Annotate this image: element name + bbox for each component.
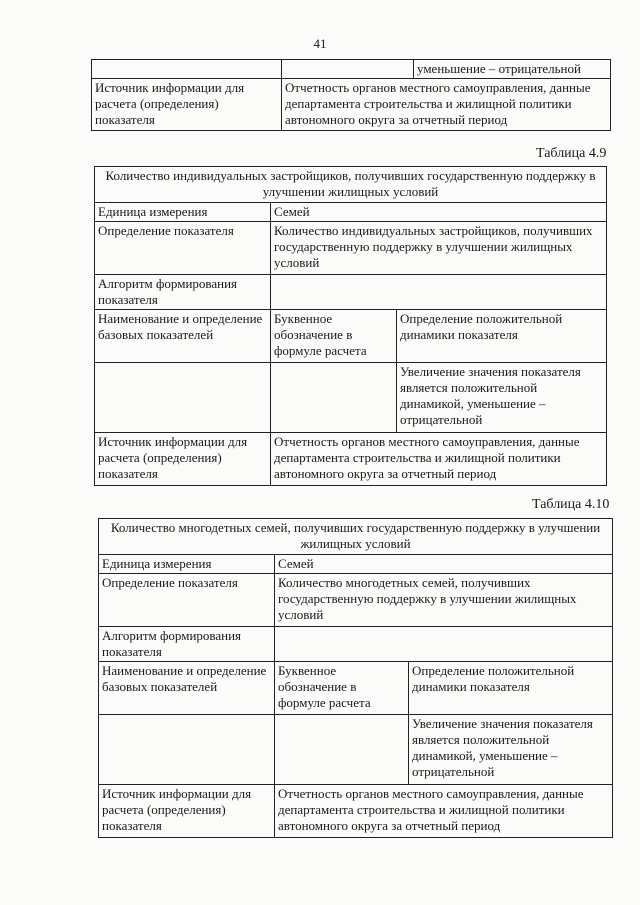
table-4-9-algorithm-value (271, 275, 607, 310)
table-4-10-unit-value: Семей (275, 555, 613, 574)
table-4-10-source-label: Источник информации для расчета (определения) показателя (99, 785, 275, 838)
page-number: 41 (313, 36, 327, 51)
table-4-9-dynamics-value: Увеличение значения показателя является положительной динамикой, уменьшение – отрицательной (397, 363, 607, 433)
top-source-value: Отчетность органов местного самоуправления, данные департамента строительства и жилищной политики автономного округа за отчетный период (282, 79, 611, 131)
table-4-10-algorithm-value (275, 627, 613, 662)
table-4-10-dynamics-value: Увеличение значения показателя является положительной динамикой, уменьшение – отрицательной (409, 715, 613, 785)
table-4-9-dynamics-label: Определение положительной динамики показателя (397, 310, 607, 363)
table-4-10-algorithm-label: Алгоритм формирования показателя (99, 627, 275, 662)
table-4-9-title: Количество индивидуальных застройщиков, получивших государственную поддержку в улучшении жилищных условий (95, 167, 607, 203)
top-empty-1 (92, 60, 282, 79)
table-4-9-algorithm-label: Алгоритм формирования показателя (95, 275, 271, 310)
table-4-9-unit-label: Единица измерения (95, 203, 271, 222)
table-4-10-definition-value: Количество многодетных семей, получивших государственную поддержку в улучшении жилищных условий (275, 574, 613, 627)
table-4-9-empty-2 (271, 363, 397, 433)
table-4-10-unit-label: Единица измерения (99, 555, 275, 574)
table-4-9-source-value: Отчетность органов местного самоуправления, данные департамента строительства и жилищной политики автономного округа за отчетный период (271, 433, 607, 486)
table-4-10-dynamics-label: Определение положительной динамики показателя (409, 662, 613, 715)
table-4-9-caption: Таблица 4.9 (536, 146, 607, 161)
table-4-9-empty-1 (95, 363, 271, 433)
top-empty-2 (282, 60, 414, 79)
table-4-9-source-label: Источник информации для расчета (определения) показателя (95, 433, 271, 486)
table-4-10-definition-label: Определение показателя (99, 574, 275, 627)
table-4-10-empty-1 (99, 715, 275, 785)
table-4-10-letter-label: Буквенное обозначение в формуле расчета (275, 662, 409, 715)
table-4-10-empty-2 (275, 715, 409, 785)
table-4-10-caption: Таблица 4.10 (532, 497, 610, 512)
table-4-10-source-value: Отчетность органов местного самоуправления, данные департамента строительства и жилищной политики автономного округа за отчетный период (275, 785, 613, 838)
table-4-9-base-label: Наименование и определение базовых показателей (95, 310, 271, 363)
table-4-10 (98, 518, 613, 838)
table-4-9-unit-value: Семей (271, 203, 607, 222)
table-4-9-definition-label: Определение показателя (95, 222, 271, 275)
table-4-10-title: Количество многодетных семей, получивших государственную поддержку в улучшении жилищных условий (99, 519, 613, 555)
table-4-9-letter-label: Буквенное обозначение в формуле расчета (271, 310, 397, 363)
table-4-10-base-label: Наименование и определение базовых показателей (99, 662, 275, 715)
table-4-9 (94, 166, 607, 486)
table-4-9-definition-value: Количество индивидуальных застройщиков, получивших государственную поддержку в улучшении жилищных условий (271, 222, 607, 275)
top-source-label: Источник информации для расчета (определения) показателя (92, 79, 282, 131)
top-continued-text: уменьшение – отрицательной (414, 60, 611, 79)
top-table (91, 59, 611, 131)
